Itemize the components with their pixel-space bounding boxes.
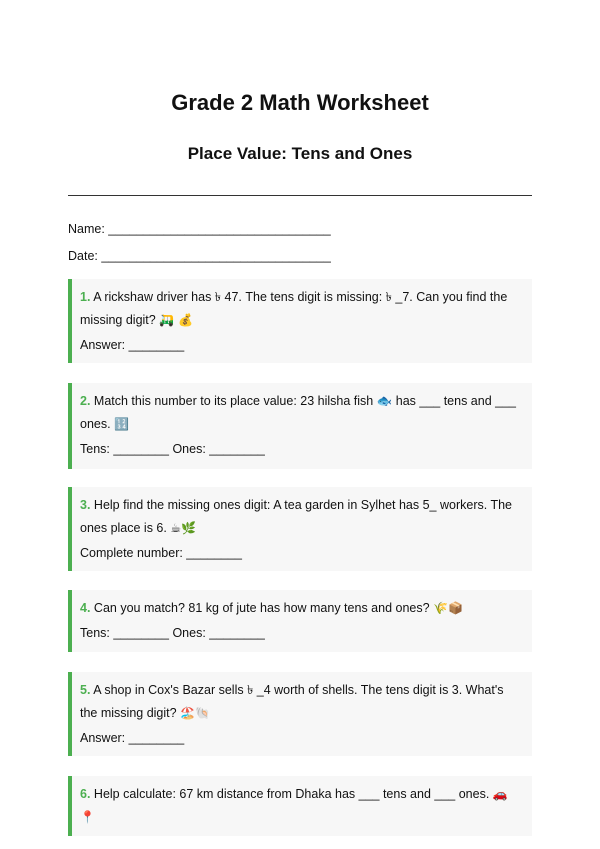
question-text xyxy=(80,286,522,332)
date-field xyxy=(68,248,331,264)
question-card-5 xyxy=(68,672,532,756)
question-text xyxy=(80,494,522,540)
date-label: Date: xyxy=(68,249,102,263)
jute-package-icon: 🌾📦 xyxy=(433,601,463,615)
question-number: 1. xyxy=(80,290,91,304)
answer-line[interactable]: Tens: ________ Ones: ________ xyxy=(80,442,265,456)
question-text xyxy=(80,597,522,620)
date-blank[interactable]: _________________________________ xyxy=(101,249,331,263)
name-blank[interactable]: ________________________________ xyxy=(108,222,331,236)
worksheet-subtitle: Place Value: Tens and Ones xyxy=(187,144,413,163)
tea-leaf-icon: ☕🌿 xyxy=(170,521,197,535)
question-card-1 xyxy=(68,279,532,363)
worksheet-title: Grade 2 Math Worksheet xyxy=(171,90,429,115)
name-field xyxy=(68,221,331,237)
question-body: Help calculate: 67 km distance from Dhaka has ___ tens and ___ ones. xyxy=(93,787,490,801)
question-text xyxy=(80,679,522,725)
question-card-4 xyxy=(68,590,532,652)
question-text xyxy=(80,783,522,829)
question-text xyxy=(80,390,522,436)
car-pin-icon: 🚗📍 xyxy=(80,787,508,824)
question-number: 3. xyxy=(80,498,91,512)
question-number: 4. xyxy=(80,601,91,615)
beach-shell-icon: 🏖️🐚 xyxy=(180,706,210,720)
answer-line[interactable]: Answer: ________ xyxy=(80,731,185,745)
question-body: A shop in Cox's Bazar sells ৳ _4 worth of shells. The tens digit is 3. What's the missing digit? xyxy=(80,683,504,720)
question-number: 6. xyxy=(80,787,91,801)
question-card-3 xyxy=(68,487,532,571)
name-label: Name: xyxy=(68,222,109,236)
question-body: Match this number to its place value: 23 hilsha fish 🐟 has ___ tens and ___ ones. xyxy=(80,394,516,431)
question-card-6 xyxy=(68,776,532,836)
answer-line[interactable]: Complete number: ________ xyxy=(80,546,242,560)
answer-line[interactable]: Answer: ________ xyxy=(80,338,185,352)
question-body: Help find the missing ones digit: A tea garden in Sylhet has 5_ workers. The ones place is 6. xyxy=(80,498,512,535)
question-body: A rickshaw driver has ৳ 47. The tens digit is missing: ৳ _7. Can you find the missing digit? xyxy=(80,290,508,327)
question-number: 5. xyxy=(80,683,91,697)
numbers-icon: 🔢 xyxy=(114,417,130,431)
title-divider xyxy=(68,195,532,196)
question-body: Can you match? 81 kg of jute has how many tens and ones? xyxy=(93,601,430,615)
rickshaw-money-icon: 🛺 💰 xyxy=(159,313,193,327)
question-card-2 xyxy=(68,383,532,469)
question-number: 2. xyxy=(80,394,91,408)
answer-line[interactable]: Tens: ________ Ones: ________ xyxy=(80,626,265,640)
